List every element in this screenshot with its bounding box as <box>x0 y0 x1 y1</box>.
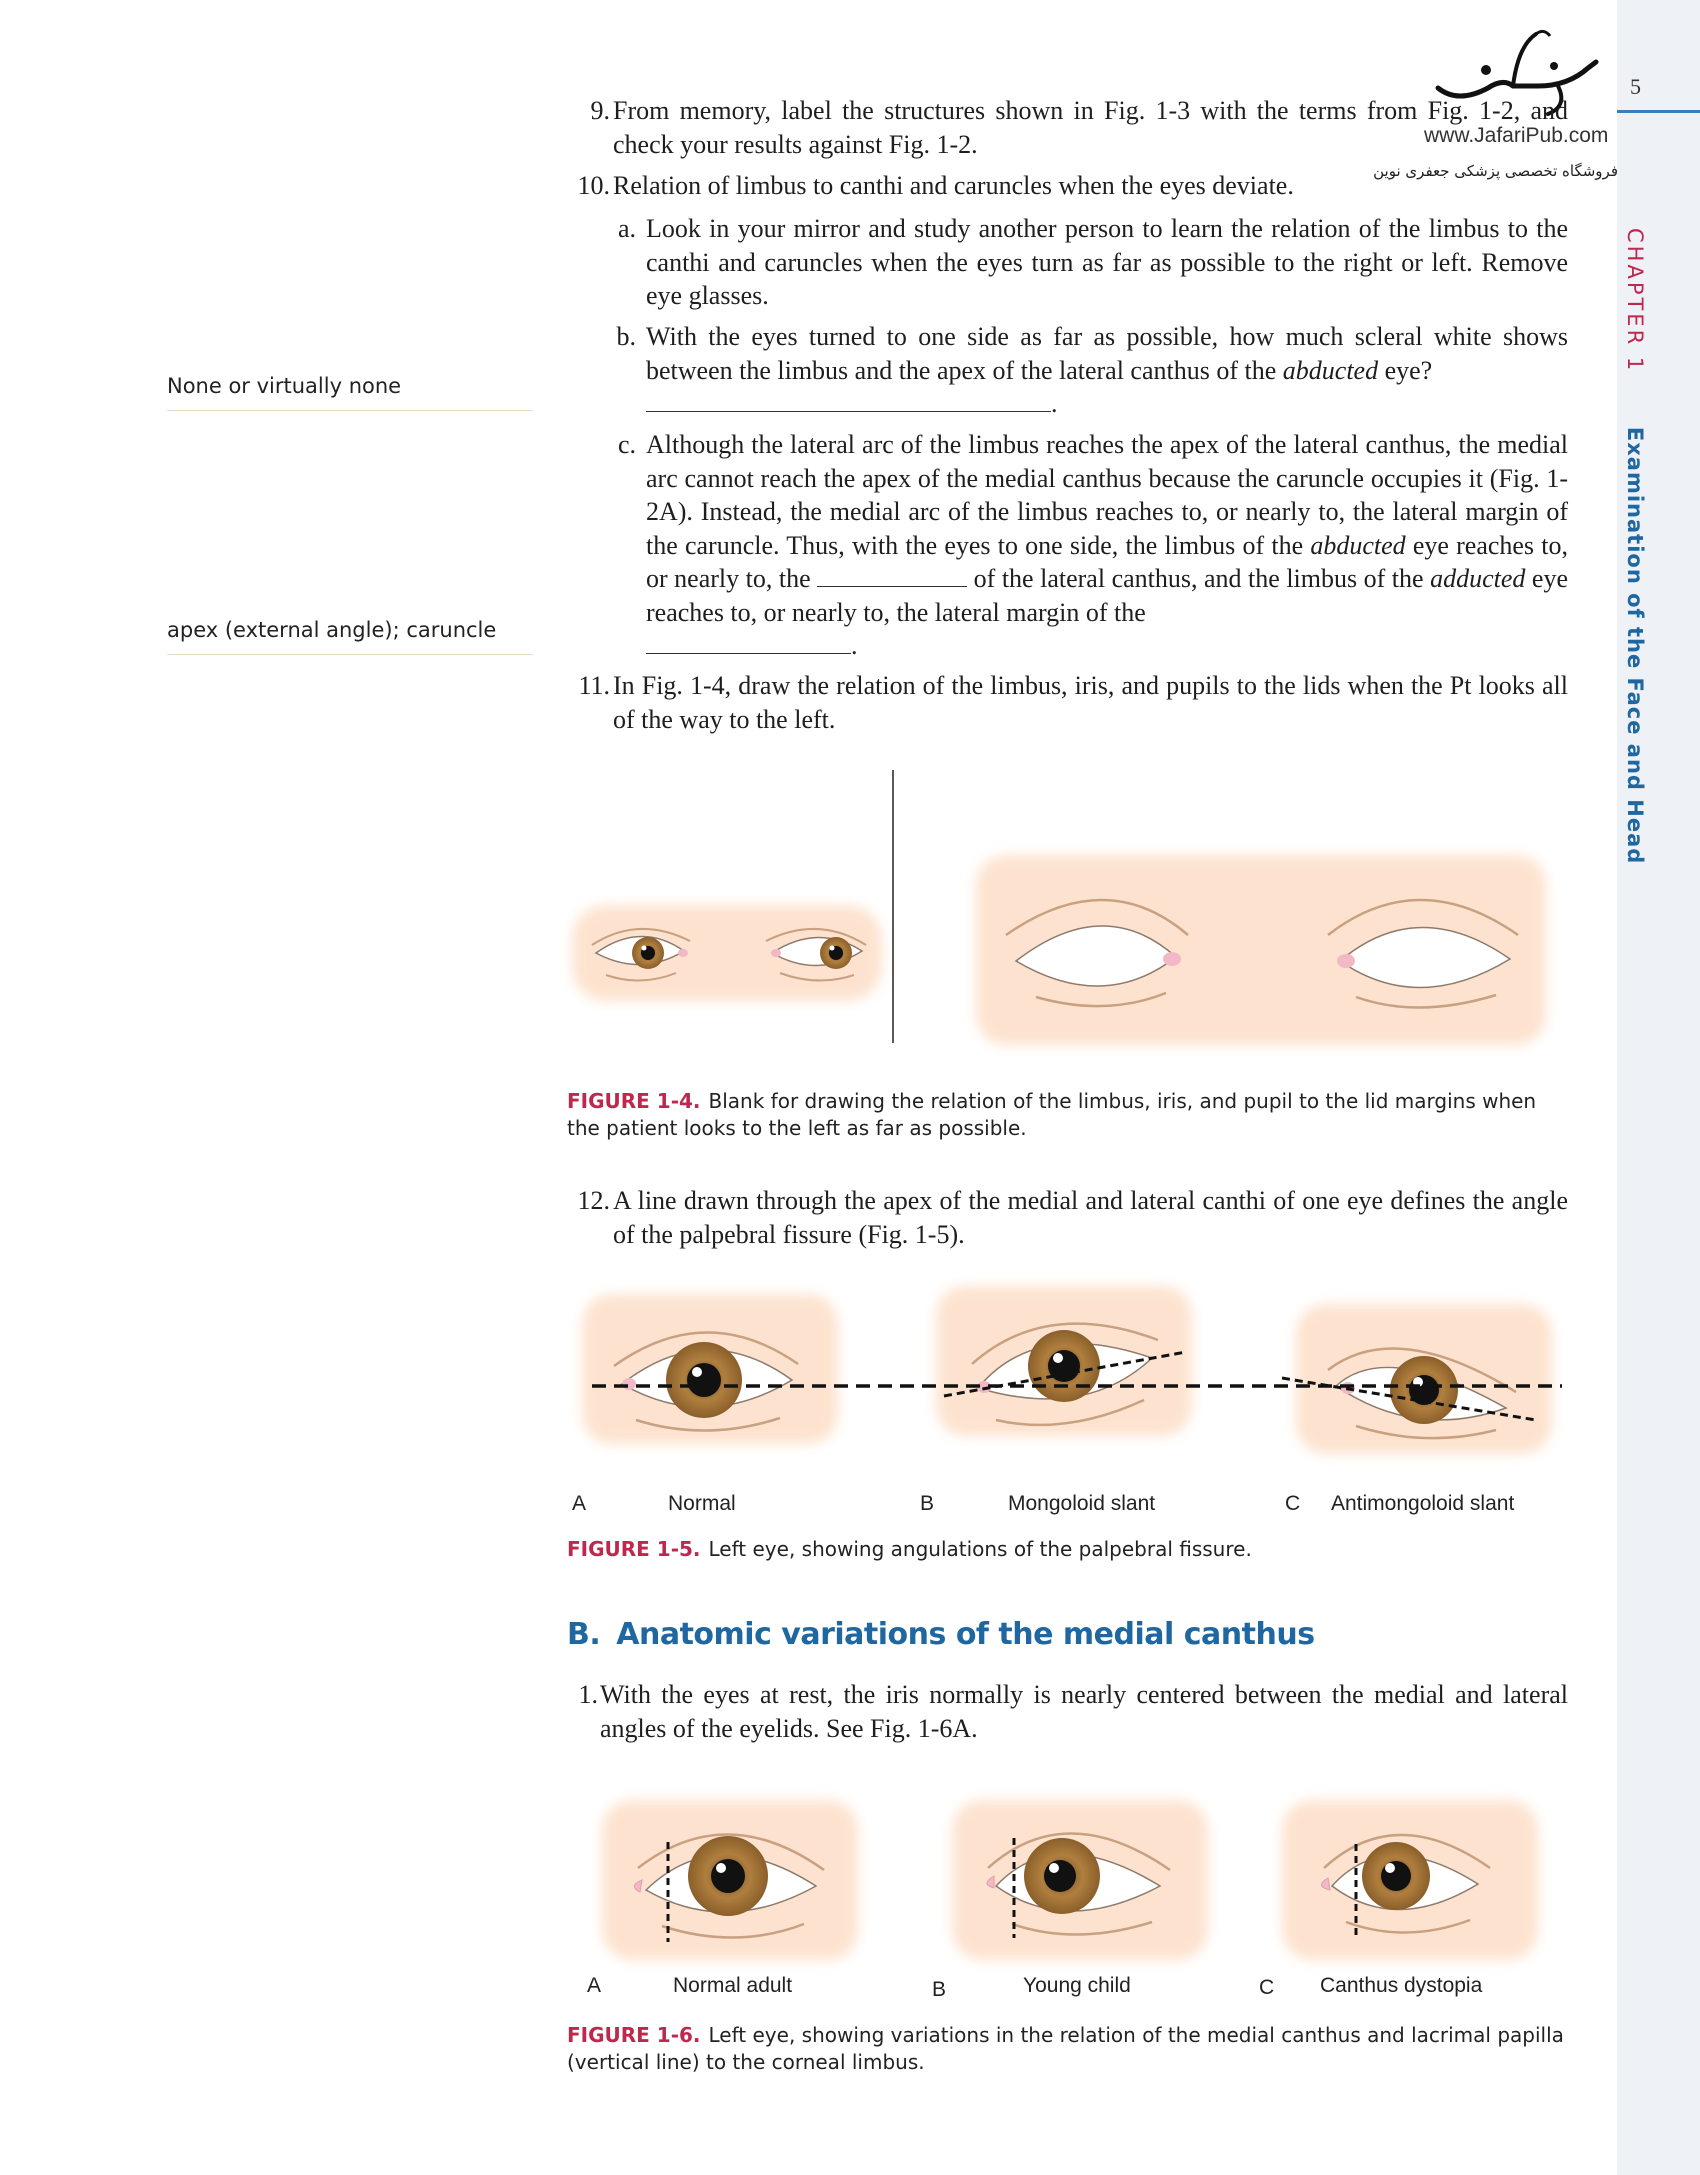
item-text <box>646 428 1568 663</box>
pupil <box>711 1859 745 1893</box>
fig-1-5-panel-a-name: Normal <box>668 1492 736 1515</box>
figure-1-4-caption <box>567 1088 1570 1142</box>
text-run: . <box>851 631 858 660</box>
item-text: Relation of limbus to canthi and caruncles when the eyes deviate. <box>613 171 1294 200</box>
text-run: Although the lateral arc of the limbus reaches the apex of the lateral canthus, the medial arc cannot reach the apex of the medial canthus because the caruncle occupies it (Fig. 1-2A). Instead, the medial arc of the limbus reaches to, or nearly to, the lateral margin of the caruncle. Thus, with the eyes to one side, the limbus of the <box>646 430 1568 560</box>
emphasis: abducted <box>1310 530 1406 560</box>
item-text: In Fig. 1-4, draw the relation of the limbus, iris, and pupils to the lids when the Pt looks all of the way to the left. <box>613 671 1568 734</box>
item-12 <box>560 1184 1568 1251</box>
item-10a <box>560 212 1568 313</box>
figure-1-5-illustration <box>566 1280 1576 1480</box>
fig-1-6-panel-b-name: Young child <box>1023 1974 1131 1997</box>
chapter-title: Examination of the Face and Head <box>1623 426 1647 865</box>
chapter-running-head <box>1623 228 1647 864</box>
answer-blank[interactable] <box>646 387 1051 412</box>
figure-1-4-illustration <box>566 765 1566 1065</box>
section-b-item-1 <box>560 1678 1568 1745</box>
fig-1-6-panel-b-letter: B <box>932 1978 947 2001</box>
watermark-store-name: فروشگاه تخصصی پزشکی جعفری نوین <box>1373 162 1618 180</box>
item-number: a. <box>617 214 636 243</box>
watermark-url: www.JafariPub.com <box>1424 124 1609 147</box>
fig-1-5-panel-b-letter: B <box>920 1492 935 1515</box>
text-run: eye? <box>1378 355 1433 385</box>
text-run: eye reaches to, or nearly to, the <box>646 530 1568 593</box>
figure-1-5-caption <box>567 1536 1570 1563</box>
item-number: 1. <box>578 1680 598 1709</box>
caption-text: Left eye, showing variations in the relation of the medial canthus and lacrimal papilla (vertical line) to the corneal limbus. <box>567 2023 1564 2074</box>
section-letter: B. <box>567 1617 601 1652</box>
section-title: Anatomic variations of the medial canthus <box>616 1617 1315 1652</box>
item-10c <box>560 428 1568 663</box>
chapter-label: CHAPTER 1 <box>1623 228 1647 374</box>
fig-1-5-panel-c-letter: C <box>1285 1492 1301 1515</box>
item-text: A line drawn through the apex of the medial and lateral canthi of one eye defines the angle of the palpebral fissure (Fig. 1-5). <box>613 1186 1568 1249</box>
section-heading <box>567 1617 1315 1652</box>
answer-blank[interactable] <box>646 629 851 654</box>
item-text: From memory, label the structures shown in Fig. 1-3 with the terms from Fig. 1-2, and check your results against Fig. 1-2. <box>613 96 1568 159</box>
item-10b <box>560 320 1568 421</box>
emphasis: abducted <box>1282 355 1379 385</box>
item-text: Look in your mirror and study another person to learn the relation of the limbus to the canthi and caruncles when the eyes turn as far as possible to the right or left. Remove eye glasses. <box>646 214 1568 310</box>
item-9 <box>560 94 1568 161</box>
fig-1-6-panel-a-name: Normal adult <box>673 1974 793 1997</box>
text-run: eye reaches to, or nearly to, the lateral margin of the <box>646 564 1568 627</box>
text-run: With the eyes turned to one side as far as possible, how much scleral white shows between the limbus and the apex of the lateral canthus of the <box>646 322 1568 385</box>
item-10 <box>560 169 1568 203</box>
item-number: c. <box>617 430 636 459</box>
item-number: 12. <box>577 1186 610 1215</box>
caruncle <box>1337 954 1355 968</box>
page-number: 5 <box>1630 74 1641 99</box>
caruncle <box>678 949 688 957</box>
text-run: of the lateral canthus, and the limbus of the <box>967 564 1431 593</box>
page-number-rule <box>1617 110 1700 113</box>
item-11 <box>560 669 1568 736</box>
figure-label: FIGURE 1-6. <box>567 2023 701 2047</box>
fig-1-5-panel-a-letter: A <box>572 1492 587 1515</box>
emphasis: adducted <box>1430 564 1526 593</box>
text-run: . <box>1051 389 1058 418</box>
item-text: With the eyes at rest, the iris normally is nearly centered between the medial and lateral angles of the eyelids. See Fig. 1-6A. <box>600 1680 1568 1743</box>
pupil <box>1044 1860 1076 1892</box>
caruncle <box>771 949 781 957</box>
fig-1-5-panel-c-name: Antimongoloid slant <box>1331 1492 1515 1515</box>
item-number: 11. <box>578 671 610 700</box>
fig-1-6-panel-a-letter: A <box>587 1974 602 1997</box>
caption-text: Left eye, showing angulations of the palpebral fissure. <box>708 1537 1252 1561</box>
figure-label: FIGURE 1-5. <box>567 1537 701 1561</box>
pupil <box>1381 1861 1411 1891</box>
caruncle <box>1163 952 1181 966</box>
item-number: 9. <box>590 96 610 125</box>
item-number: 10. <box>577 171 610 200</box>
item-text <box>646 320 1568 421</box>
figure-label: FIGURE 1-4. <box>567 1089 701 1113</box>
caption-text: Blank for drawing the relation of the limbus, iris, and pupil to the lid margins when the patient looks to the left as far as possible. <box>567 1089 1537 1140</box>
figure-1-6-illustration <box>566 1786 1576 1986</box>
fig-1-6-panel-c-name: Canthus dystopia <box>1320 1974 1483 1997</box>
fig-1-5-panel-b-name: Mongoloid slant <box>1008 1492 1156 1515</box>
item-number: b. <box>616 322 636 351</box>
fig-1-6-panel-c-letter: C <box>1259 1976 1275 1999</box>
answer-blank[interactable] <box>817 562 967 587</box>
figure-1-6-caption <box>567 2022 1570 2076</box>
caruncle <box>622 1378 636 1390</box>
margin-answer-1: None or virtually none <box>167 374 533 411</box>
margin-answer-2: apex (external angle); caruncle <box>167 618 533 655</box>
pupil <box>687 1363 721 1397</box>
